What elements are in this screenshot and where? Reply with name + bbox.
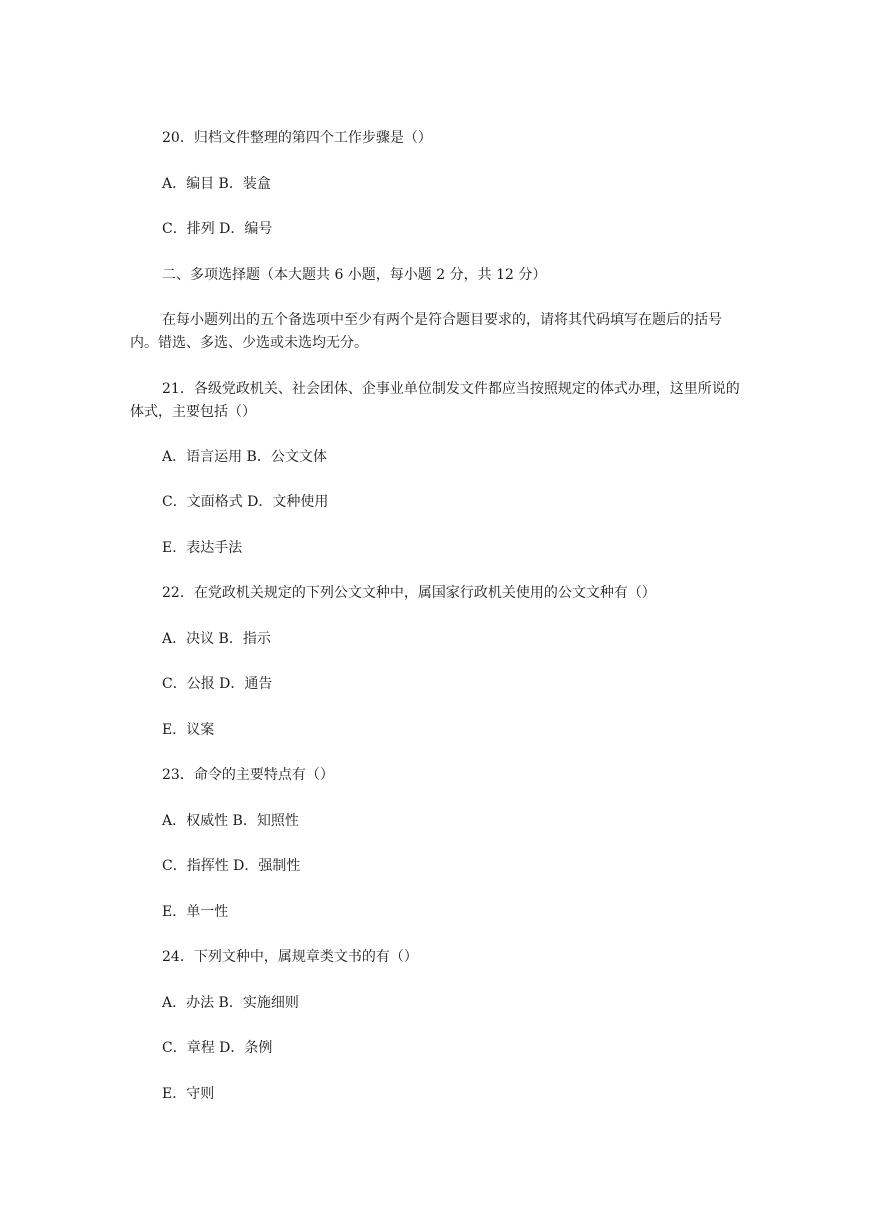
question-23-option-e: E．单一性 [162, 904, 229, 920]
question-22-option-e: E．议案 [162, 722, 215, 738]
question-23-stem: 23．命令的主要特点有（） [162, 767, 334, 783]
question-21-options-cd: C．文面格式 D．文种使用 [162, 494, 329, 510]
question-24-stem: 24．下列文种中，属规章类文书的有（） [162, 949, 418, 965]
question-23-options-ab: A．权威性 B．知照性 [162, 813, 299, 829]
question-20-options-cd: C．排列 D．编号 [162, 221, 273, 237]
question-24-option-e: E．守则 [162, 1086, 215, 1102]
question-23-options-cd: C．指挥性 D．强制性 [162, 858, 301, 874]
question-24-options-cd: C．章程 D．条例 [162, 1040, 273, 1056]
section-heading: 二、多项选择题（本大题共 6 小题，每小题 2 分，共 12 分） [162, 267, 547, 283]
question-21-options-ab: A．语言运用 B．公文文体 [162, 449, 327, 465]
question-24-options-ab: A．办法 B．实施细则 [162, 995, 299, 1011]
question-22-options-cd: C．公报 D．通告 [162, 676, 273, 692]
question-21-stem: 21．各级党政机关、社会团体、企事业单位制发文件都应当按照规定的体式办理，这里所说的体式，主要包括（） [130, 381, 740, 420]
question-20-stem: 20．归档文件整理的第四个工作步骤是（） [162, 130, 432, 146]
question-21-option-e: E．表达手法 [162, 540, 243, 556]
section-instructions: 在每小题列出的五个备选项中至少有两个是符合题目要求的，请将其代码填写在题后的括号内。错选、多选、少选或未选均无分。 [130, 312, 722, 351]
question-20-options-ab: A．编目 B．装盒 [162, 176, 271, 192]
question-22-stem: 22．在党政机关规定的下列公文文种中，属国家行政机关使用的公文文种有（） [162, 585, 656, 601]
question-22-options-ab: A．决议 B．指示 [162, 631, 271, 647]
